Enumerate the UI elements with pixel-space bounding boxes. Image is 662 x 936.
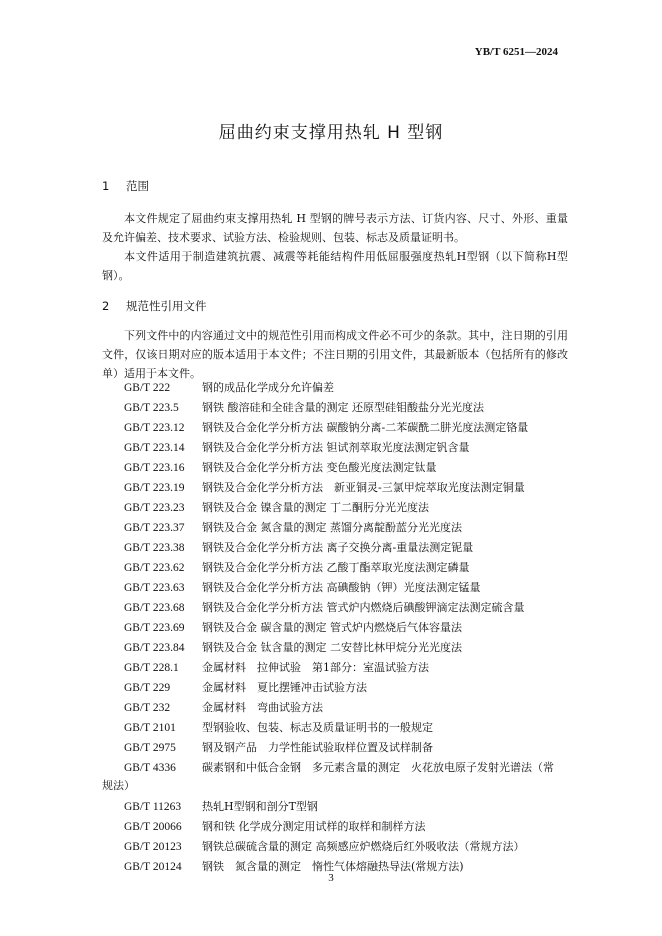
- reference-item: [102, 418, 568, 438]
- reference-item: [102, 758, 568, 797]
- reference-item: [102, 618, 568, 638]
- reference-title: 金属材料 弯曲试验方法: [202, 701, 323, 714]
- reference-code: GB/T 223.62: [124, 562, 185, 574]
- document-title: 屈曲约束支撑用热轧 H 型钢: [218, 123, 444, 143]
- reference-item: [102, 698, 568, 718]
- reference-item: [102, 438, 568, 458]
- reference-code: GB/T 4336: [124, 762, 176, 774]
- reference-title: 钢铁及合金化学分析方法 离子交换分离-重量法测定铌量: [202, 541, 474, 554]
- scope-paragraph-1: 本文件规定了屈曲约束支撑用热轧 H 型钢的牌号表示方法、订货内容、尺寸、外形、重量及允许偏差、技术要求、试验方法、检验规则、包装、标志及质量证明书。: [102, 212, 568, 244]
- reference-title: 钢的成品化学成分允许偏差: [202, 381, 334, 394]
- reference-title: 钢铁及合金化学分析方法 乙酸丁酯萃取光度法测定磷量: [202, 561, 470, 574]
- reference-code: GB/T 2101: [124, 722, 176, 734]
- reference-title: 钢铁及合金 钛含量的测定 二安替比林甲烷分光光度法: [202, 641, 462, 654]
- reference-title: 型钢验收、包装、标志及质量证明书的一般规定: [202, 721, 433, 734]
- reference-code: GB/T 223.68: [124, 602, 185, 614]
- reference-title: 钢铁及合金 碳含量的测定 管式炉内燃烧后气体容量法: [202, 621, 462, 634]
- reference-code: GB/T 223.84: [124, 642, 185, 654]
- section-title: 规范性引用文件: [126, 299, 207, 313]
- reference-item: [102, 678, 568, 698]
- reference-code: GB/T 223.69: [124, 622, 185, 634]
- reference-code: GB/T 228.1: [124, 662, 179, 674]
- reference-title: 热轧H型钢和剖分T型钢: [202, 800, 318, 813]
- reference-title: 碳素钢和中低合金钢 多元素含量的测定 火花放电原子发射光谱法（常: [202, 761, 554, 774]
- reference-title: 钢铁 酸溶硅和全硅含量的测定 还原型硅钼酸盐分光光度法: [202, 401, 484, 414]
- reference-code: GB/T 223.38: [124, 542, 185, 554]
- reference-item: [102, 378, 568, 398]
- reference-title: 钢铁及合金化学分析方法 新亚铜灵-三氯甲烷萃取光度法测定铜量: [202, 481, 525, 494]
- references-intro-paragraph: 下列文件中的内容通过文中的规范性引用而构成文件必不可少的条款。其中，注日期的引用文件，仅该日期对应的版本适用于本文件；不注日期的引用文件，其最新版本（包括所有的修改单）适用于本文件。: [102, 329, 568, 380]
- reference-code: GB/T 2975: [124, 742, 176, 754]
- reference-code: GB/T 223.23: [124, 502, 185, 514]
- reference-item: [102, 518, 568, 538]
- reference-item: [102, 658, 568, 678]
- section-heading-scope: [102, 178, 149, 194]
- reference-item: [102, 578, 568, 598]
- reference-title: 钢铁总碳硫含量的测定 高频感应炉燃烧后红外吸收法（常规方法）: [202, 840, 525, 853]
- standard-code: YB/T 6251—2024: [474, 46, 558, 58]
- reference-title: 钢铁及合金化学分析方法 高碘酸钠（钾）光度法测定锰量: [202, 581, 481, 594]
- reference-code: GB/T 223.37: [124, 522, 185, 534]
- section-heading-normative-references: [102, 298, 207, 314]
- reference-item: [102, 718, 568, 738]
- reference-list: [102, 378, 568, 877]
- section-title: 范围: [126, 179, 149, 193]
- reference-title: 金属材料 夏比摆锤冲击试验方法: [202, 681, 367, 694]
- reference-title: 钢及钢产品 力学性能试验取样位置及试样制备: [202, 741, 433, 754]
- reference-title: 钢铁及合金化学分析方法 变色酸光度法测定钛量: [202, 461, 437, 474]
- reference-title: 钢铁及合金 氮含量的测定 蒸馏分离靛酚蓝分光光度法: [202, 521, 462, 534]
- reference-code: GB/T 20124: [124, 861, 182, 873]
- reference-item: [102, 538, 568, 558]
- reference-code: GB/T 11263: [124, 801, 182, 813]
- reference-code: GB/T 223.12: [124, 422, 185, 434]
- reference-code: GB/T 232: [124, 702, 171, 714]
- reference-title: 钢铁及合金 镍含量的测定 丁二酮肟分光光度法: [202, 501, 429, 514]
- reference-title: 钢铁 氮含量的测定 惰性气体熔融热导法(常规方法): [202, 860, 464, 873]
- section-number: 1: [102, 179, 110, 193]
- reference-item: [102, 498, 568, 518]
- reference-code: GB/T 20066: [124, 821, 182, 833]
- reference-item: [102, 598, 568, 618]
- reference-item: [102, 398, 568, 418]
- reference-code: GB/T 20123: [124, 841, 182, 853]
- reference-item: [102, 817, 568, 837]
- reference-title: 钢铁及合金化学分析方法 钽试剂萃取光度法测定钒含量: [202, 441, 470, 454]
- reference-title: 钢和铁 化学成分测定用试样的取样和制样方法: [202, 820, 426, 833]
- page-number: 3: [328, 872, 334, 884]
- reference-item: [102, 638, 568, 658]
- reference-item: [102, 558, 568, 578]
- reference-item: [102, 458, 568, 478]
- section-number: 2: [102, 299, 110, 313]
- reference-code: GB/T 223.5: [124, 402, 179, 414]
- reference-code: GB/T 223.14: [124, 442, 185, 454]
- reference-item: [102, 837, 568, 857]
- reference-code: GB/T 223.16: [124, 462, 185, 474]
- reference-title-continuation: 规法）: [102, 779, 135, 792]
- reference-code: GB/T 223.19: [124, 482, 185, 494]
- reference-item: [102, 738, 568, 758]
- reference-title: 钢铁及合金化学分析方法 碳酸钠分离-二苯碳酰二肼光度法测定铬量: [202, 421, 529, 434]
- reference-code: GB/T 222: [124, 382, 171, 394]
- reference-title: 金属材料 拉伸试验 第1部分：室温试验方法: [202, 661, 429, 674]
- reference-code: GB/T 229: [124, 682, 171, 694]
- reference-item: [102, 797, 568, 817]
- reference-title: 钢铁及合金化学分析方法 管式炉内燃烧后碘酸钾滴定法测定硫含量: [202, 601, 525, 614]
- reference-code: GB/T 223.63: [124, 582, 185, 594]
- scope-paragraph-2: 本文件适用于制造建筑抗震、减震等耗能结构件用低屈服强度热轧H型钢（以下简称H型钢）。: [102, 250, 568, 282]
- reference-item: [102, 478, 568, 498]
